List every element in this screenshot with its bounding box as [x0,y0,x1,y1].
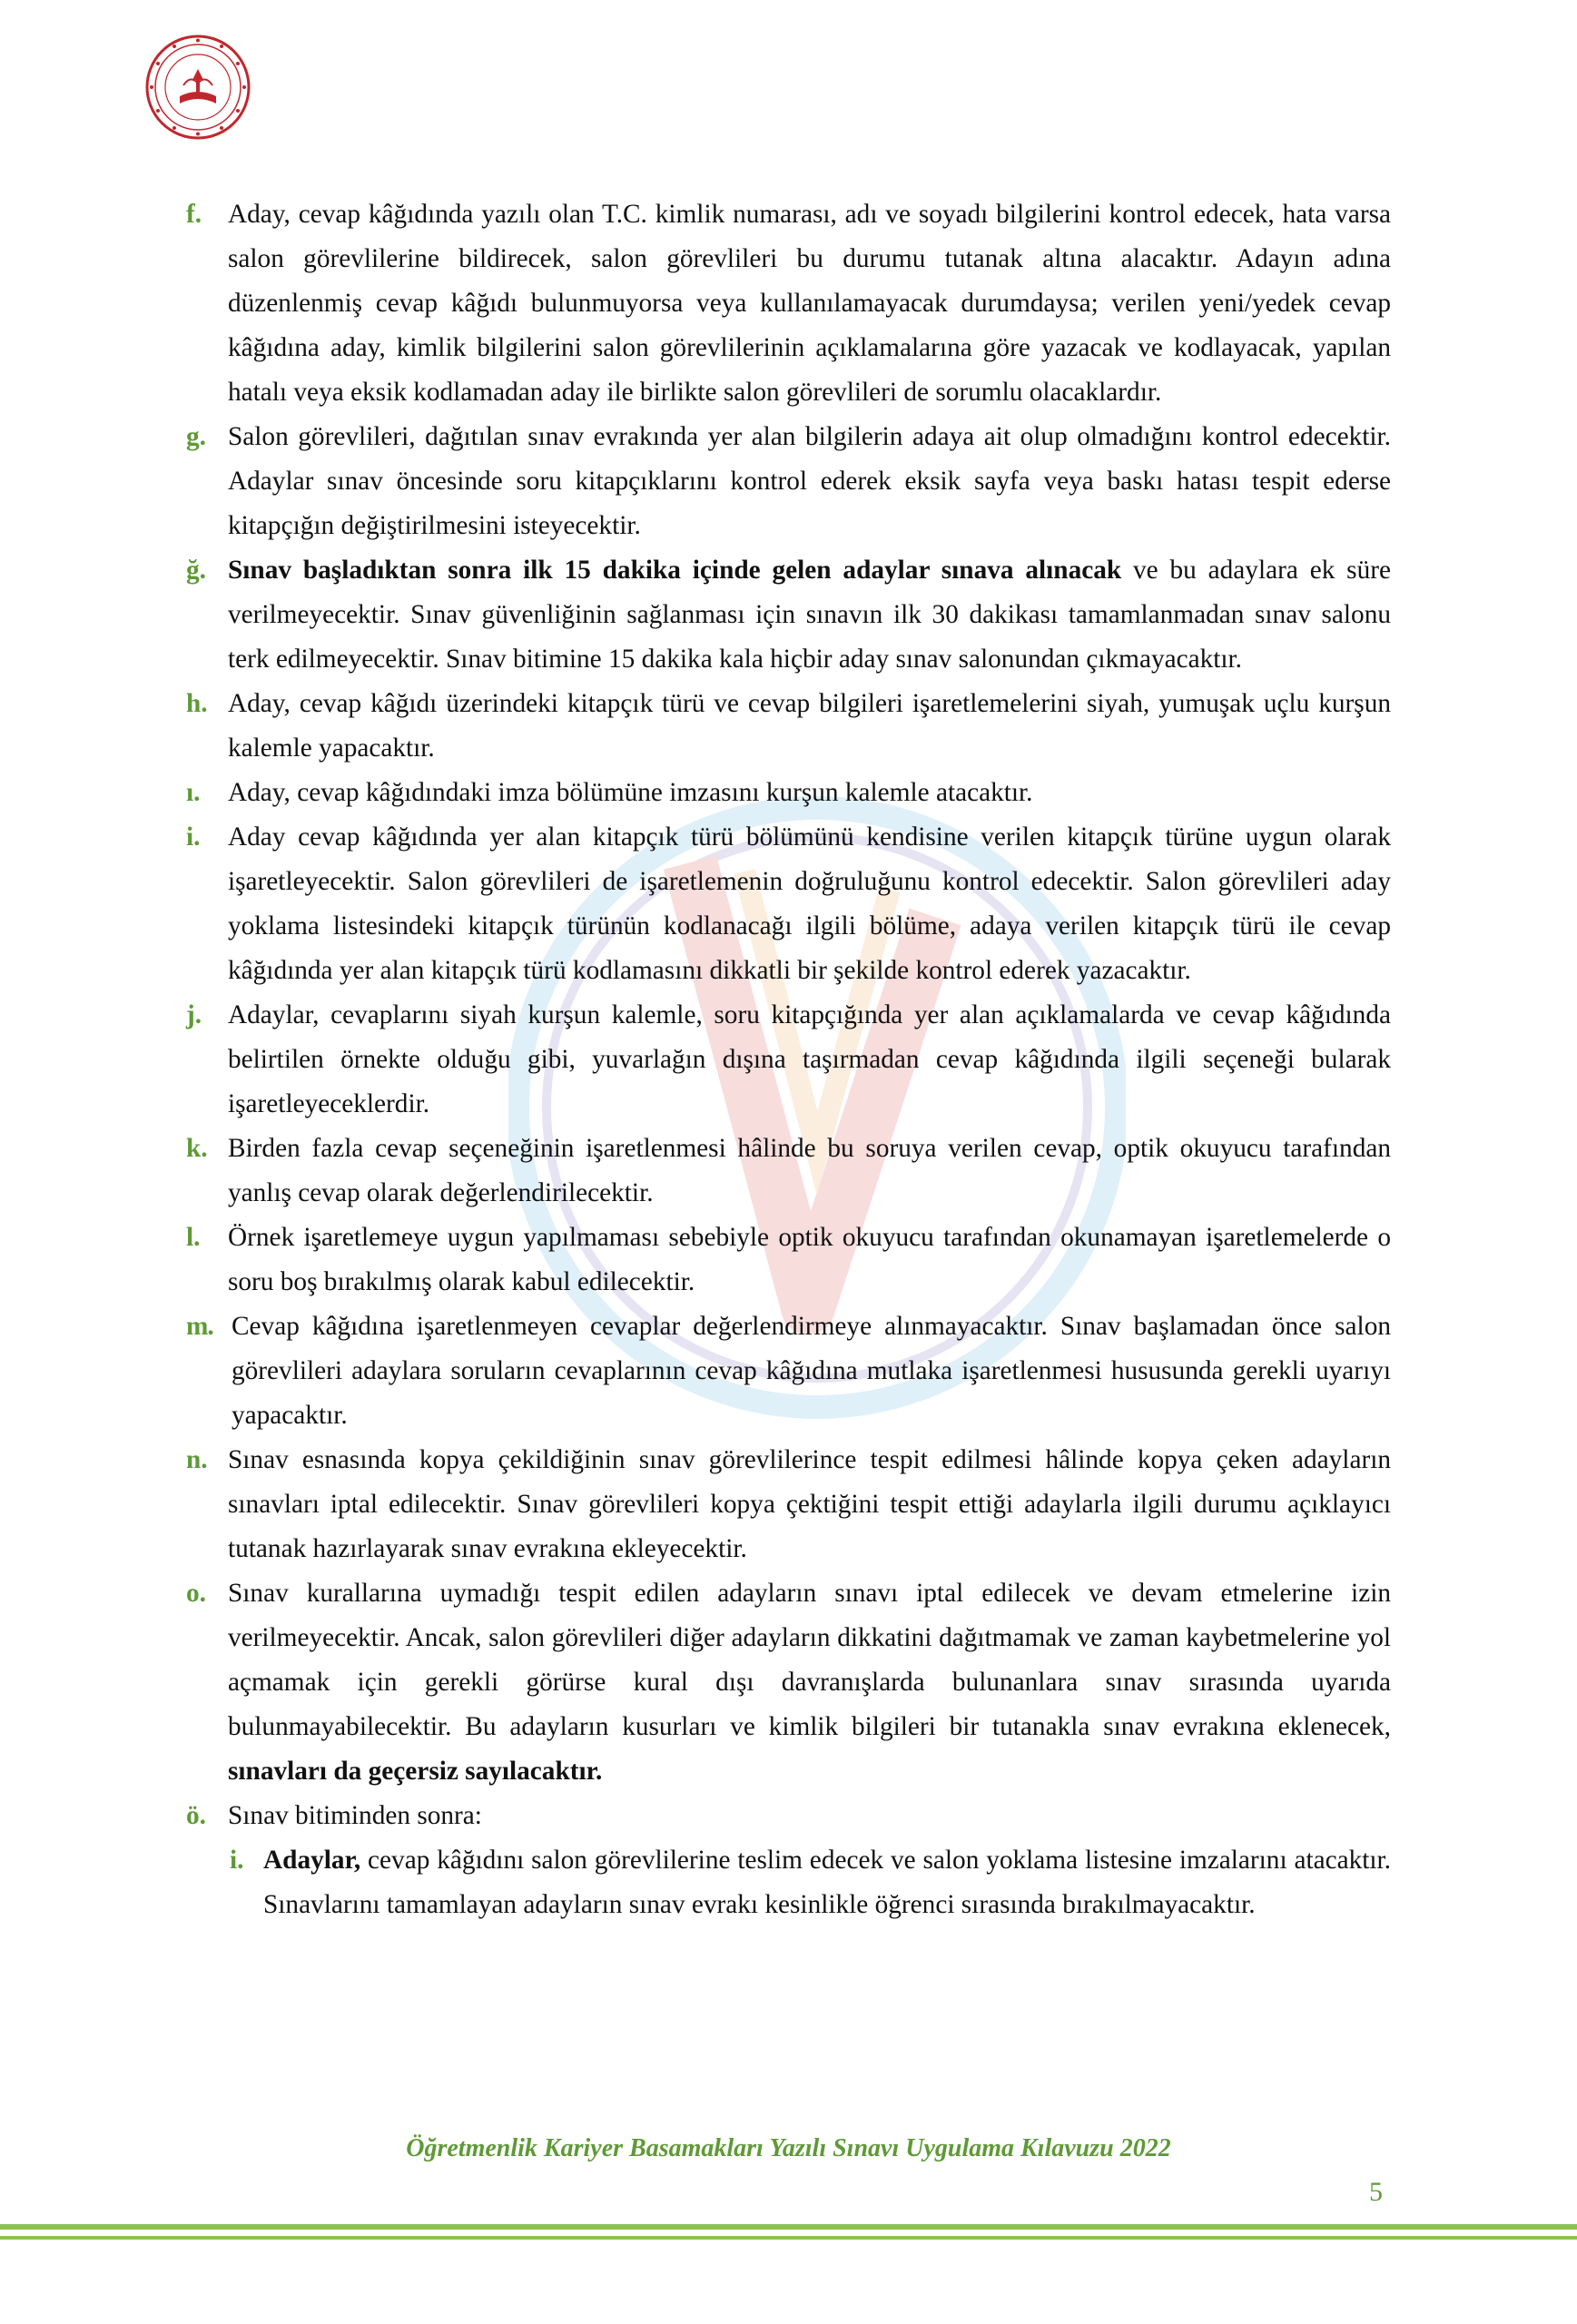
list-item-j [186,993,1391,1127]
list-marker: i. [186,822,201,852]
list-marker: k. [186,1134,208,1163]
ministry-seal-icon [143,33,252,142]
list-item-o-umlaut [186,1794,1391,1927]
list-item-i [186,815,1391,993]
list-item-m [186,1305,1391,1438]
list-text: Sınav bitiminden sonra: [228,1801,482,1830]
list-text-bold: Sınav başladıktan sonra ilk 15 dakika içinde gelen adaylar sınava alınacak [228,556,1122,585]
sub-list-marker: i. [230,1846,244,1875]
list-text: Birden fazla cevap seçeneğinin işaretlenmesi hâlinde bu soruya verilen cevap, optik okuyucu tarafından yanlış cevap olarak değerlendirilecektir. [228,1134,1391,1207]
rules-list [186,192,1391,1927]
list-item-l [186,1216,1391,1305]
list-text: Salon görevlileri, dağıtılan sınav evrakında yer alan bilgilerin adaya ait olup olmadığını kontrol edecektir. Adaylar sınav öncesinde soru kitapçıklarını kontrol ederek eksik sayfa veya baskı hatası tespit ederse kitapçığın değiştirilmesini isteyecektir. [228,422,1391,540]
sub-item-i [230,1838,1391,1927]
list-marker: h. [186,689,208,718]
list-marker: m. [186,1312,213,1341]
list-text: ve bu adaylara ek süre verilmeyecektir. Sınav güvenliğinin sağlanması için sınavın ilk 30 dakikası tamamlanmadan sınav salonu terk edilmeyecektir. Sınav bitimine 15 dakika kala hiçbir aday sınav salonundan çıkmayacaktır. [228,556,1391,674]
footer-rule [0,2224,1577,2230]
list-text: Örnek işaretlemeye uygun yapılmaması sebebiyle optik okuyucu tarafından okunamayan işaretlemelerde o soru boş bırakılmış olarak kabul edilecektir. [228,1223,1391,1296]
list-marker: ğ. [186,556,206,585]
footer-rule [0,2236,1577,2240]
list-marker: ö. [186,1801,206,1830]
list-marker: j. [186,1000,202,1029]
list-text: Aday, cevap kâğıdında yazılı olan T.C. kimlik numarası, adı ve soyadı bilgilerini kontrol edecek, hata varsa salon görevlilerine bildirecek, salon görevlileri bu durumu tutanak altına alacaktır. Adayın adına düzenlenmiş cevap kâğıdı bulunmuyorsa veya kullanılamayacak durumdaysa; verilen yeni/yedek cevap kâğıdına aday, kimlik bilgilerini salon görevlilerinin açıklamalarına göre yazacak ve kodlayacak, yapılan hatalı veya eksik kodlamadan aday ile birlikte salon görevlileri de sorumlu olacaklardır. [228,200,1391,407]
list-text: Adaylar, cevaplarını siyah kurşun kalemle, soru kitapçığında yer alan açıklamalarda ve cevap kâğıdında belirtilen örnekte olduğu gibi, yuvarlağın dışına taşırmadan cevap kâğıdında ilgili seçeneği bularak işaretleyeceklerdir. [228,1000,1391,1118]
list-item-g [186,415,1391,548]
sub-list-text-bold: Adaylar, [263,1846,361,1875]
list-item-k [186,1127,1391,1216]
list-item-h [186,682,1391,771]
list-marker: n. [186,1445,208,1474]
list-marker: o. [186,1579,206,1608]
list-item-dotless-i [186,771,1391,815]
list-text: Cevap kâğıdına işaretlenmeyen cevaplar değerlendirmeye alınmayacaktır. Sınav başlamadan önce salon görevlileri adaylara soruların cevaplarının cevap kâğıdına mutlaka işaretlenmesi hususunda gerekli uyarıyı yapacaktır. [232,1312,1391,1430]
footer-title: Öğretmenlik Kariyer Basamakları Yazılı Sınavı Uygulama Kılavuzu 2022 [406,2134,1171,2162]
sub-list-text: cevap kâğıdını salon görevlilerine teslim edecek ve salon yoklama listesine imzalarını atacaktır. Sınavlarını tamamlayan adayların sınav evrakı kesinlikle öğrenci sırasında bırakılmayacaktır. [263,1846,1391,1919]
list-text: Sınav kurallarına uymadığı tespit edilen adayların sınavı iptal edilecek ve devam etmelerine izin verilmeyecektir. Ancak, salon görevlileri diğer adayların dikkatini dağıtmamak ve zaman kaybetmelerine yol açmamak için gerekli görürse kural dışı davranışlarda bulunanlara sınav sırasında uyarıda bulunmayabilecektir. Bu adayların kusurları ve kimlik bilgileri bir tutanakla sınav evrakına eklenecek, [228,1579,1391,1741]
list-text: Aday, cevap kâğıdındaki imza bölümüne imzasını kurşun kalemle atacaktır. [228,778,1033,807]
list-marker: f. [186,200,202,229]
list-item-f [186,192,1391,415]
list-item-o [186,1571,1391,1794]
list-marker: g. [186,422,206,451]
list-marker: l. [186,1223,201,1252]
list-text: Sınav esnasında kopya çekildiğinin sınav görevlilerince tespit edilmesi hâlinde kopya çeken adayların sınavları iptal edilecektir. Sınav görevlileri kopya çektiğini tespit ettiği adaylarla ilgili durumu açıklayıcı tutanak hazırlayarak sınav evrakına ekleyecektir. [228,1445,1391,1563]
list-item-n [186,1438,1391,1571]
page-number: 5 [1369,2177,1383,2207]
list-text: Aday, cevap kâğıdı üzerindeki kitapçık türü ve cevap bilgileri işaretlemelerini siyah, yumuşak uçlu kurşun kalemle yapacaktır. [228,689,1391,763]
list-item-g-breve [186,548,1391,682]
list-text: Aday cevap kâğıdında yer alan kitapçık türü bölümünü kendisine verilen kitapçık türüne uygun olarak işaretleyecektir. Salon görevlileri de işaretlemenin doğruluğunu kontrol edecektir. Salon görevlileri aday yoklama listesindeki kitapçık türünün kodlanacağı ilgili bölüme, adaya verilen kitapçık türü ile cevap kâğıdında yer alan kitapçık türü kodlamasını dikkatli bir şekilde kontrol ederek yazacaktır. [228,822,1391,985]
list-marker: ı. [186,778,201,807]
list-text-bold: sınavları da geçersiz sayılacaktır. [228,1757,603,1786]
